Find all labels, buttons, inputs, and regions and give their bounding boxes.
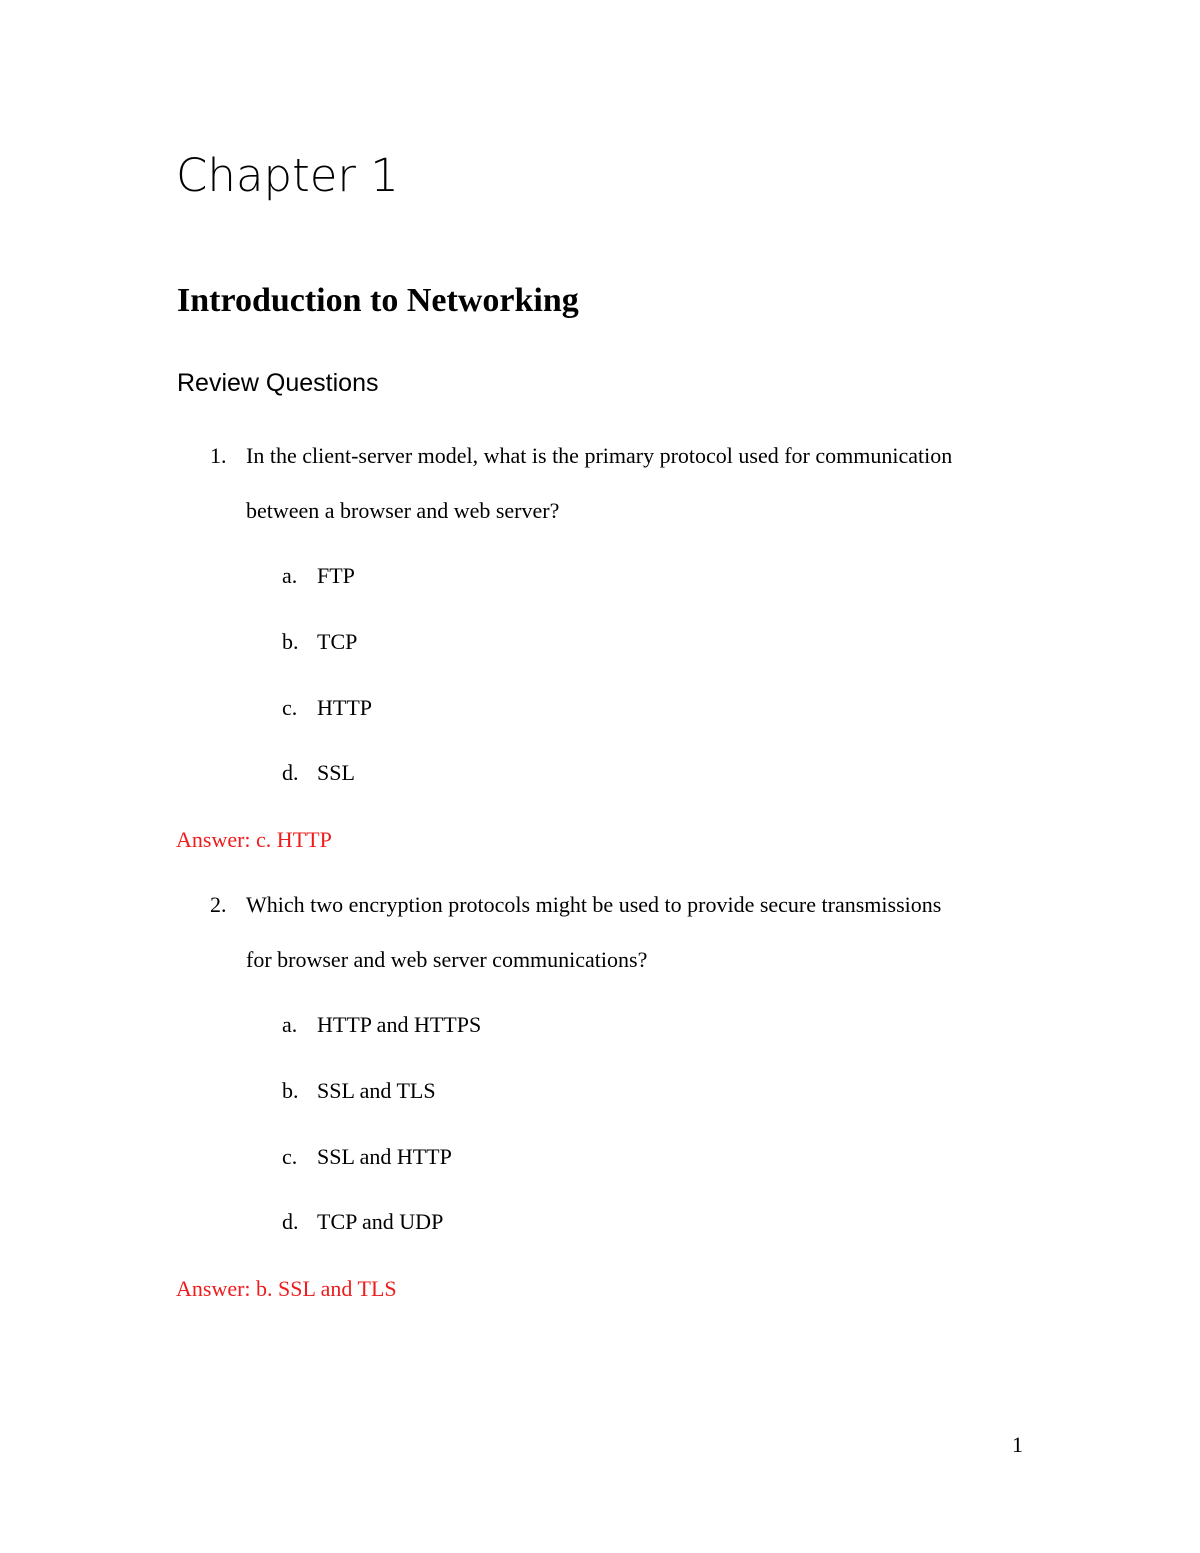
answer-text: Answer: c. HTTP	[176, 827, 332, 852]
question-number: 2.	[210, 892, 227, 917]
option-text: TCP and UDP	[317, 1209, 444, 1234]
question-text-line1: In the client-server model, what is the primary protocol used for communication	[246, 443, 953, 468]
chapter-title: Chapter 1	[176, 149, 399, 202]
option-text: SSL and HTTP	[317, 1144, 452, 1169]
option-text: FTP	[317, 563, 355, 588]
option-letter: b.	[282, 1078, 299, 1103]
option-text: HTTP and HTTPS	[317, 1012, 482, 1037]
question-text-line2: for browser and web server communications?	[246, 947, 648, 972]
option-text: TCP	[317, 629, 358, 654]
subsection-title: Review Questions	[177, 369, 379, 397]
page-number: 1	[1012, 1432, 1023, 1457]
option-letter: d.	[282, 1209, 299, 1234]
section-title: Introduction to Networking	[177, 282, 579, 319]
answer-text: Answer: b. SSL and TLS	[176, 1276, 397, 1301]
option-text: SSL and TLS	[317, 1078, 436, 1103]
option-letter: c.	[282, 695, 298, 720]
question-text-line1: Which two encryption protocols might be used to provide secure transmissions	[246, 892, 942, 917]
option-text: SSL	[317, 760, 355, 785]
question-number: 1.	[210, 443, 227, 468]
option-letter: c.	[282, 1144, 298, 1169]
option-letter: d.	[282, 760, 299, 785]
question-text-line2: between a browser and web server?	[246, 498, 560, 523]
option-letter: a.	[282, 563, 298, 588]
option-text: HTTP	[317, 695, 372, 720]
option-letter: a.	[282, 1012, 298, 1037]
option-letter: b.	[282, 629, 299, 654]
